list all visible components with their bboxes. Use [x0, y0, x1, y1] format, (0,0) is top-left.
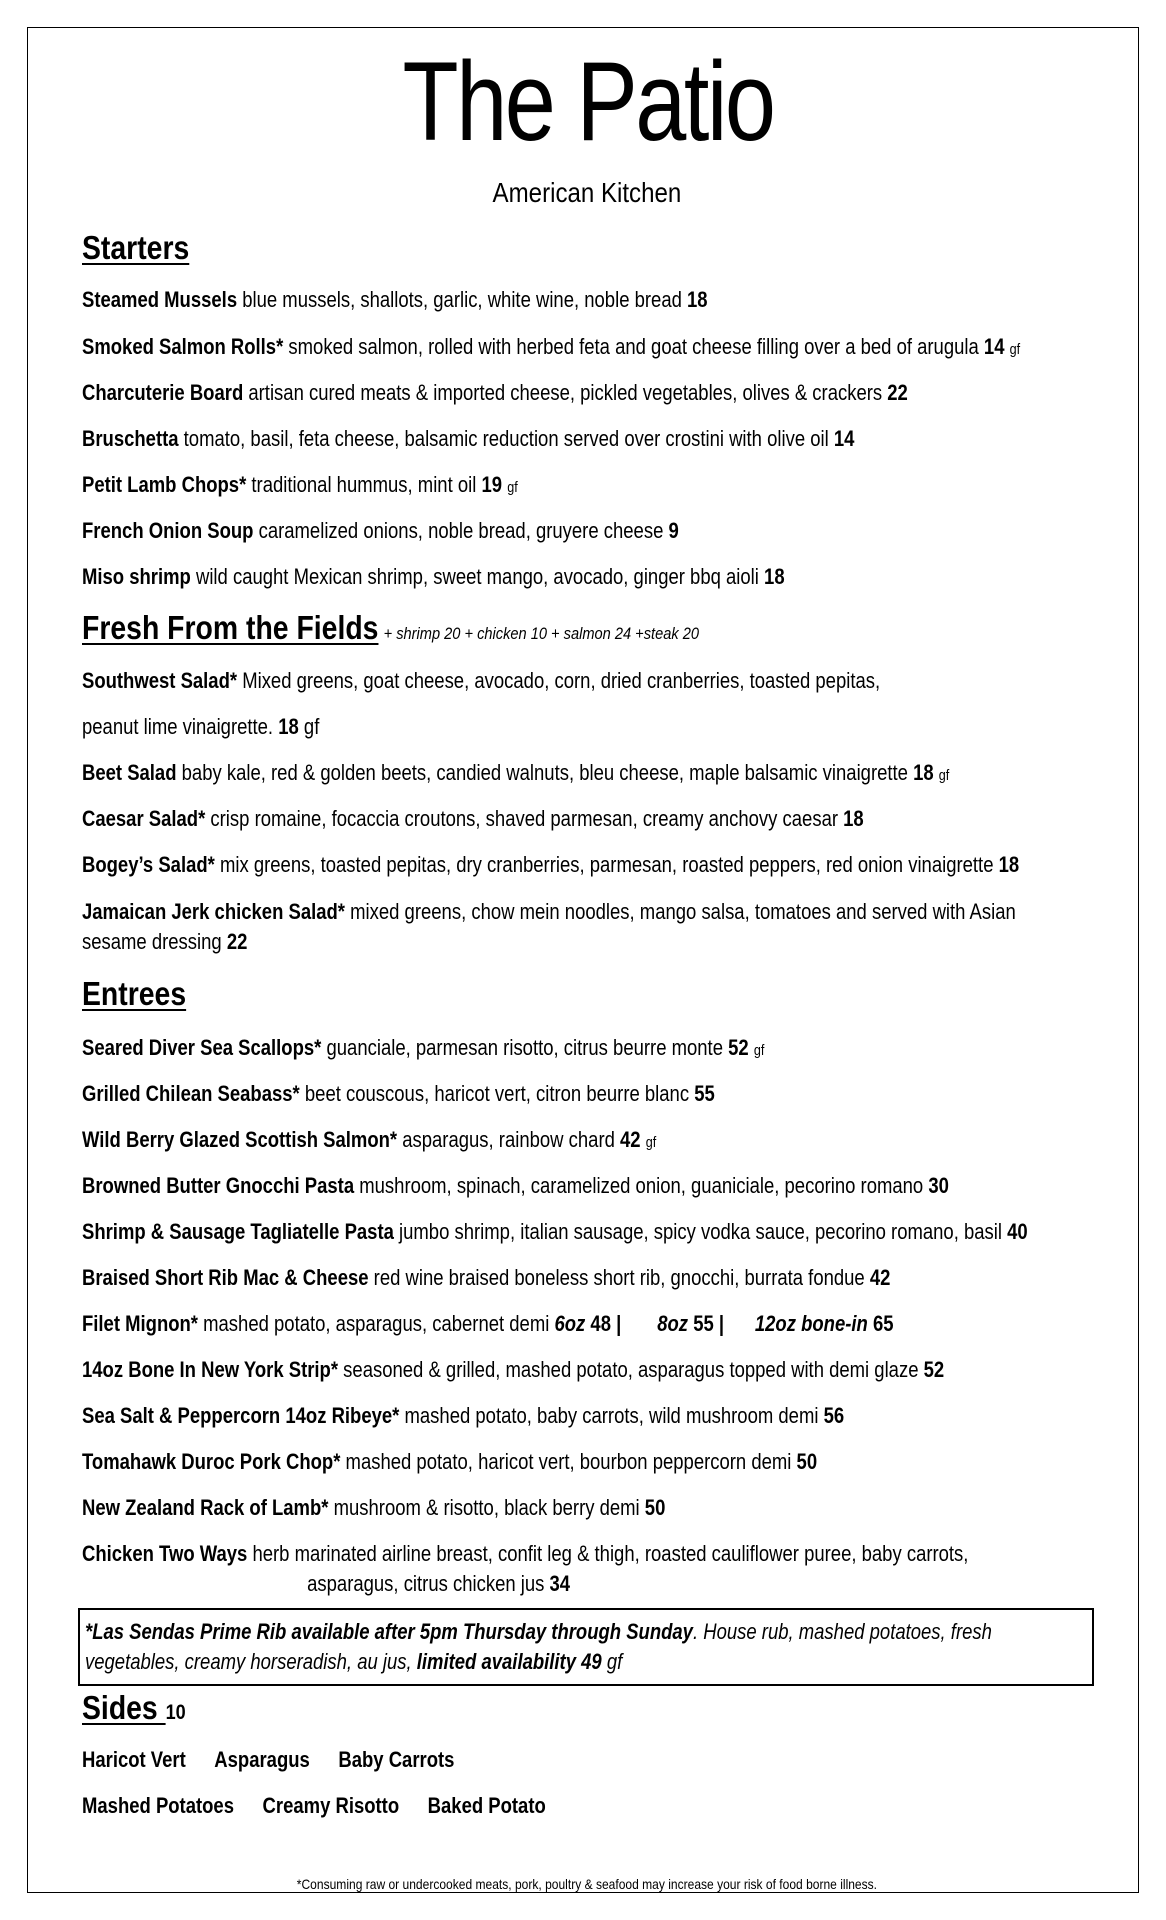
- menu-item: Steamed Mussels blue mussels, shallots, garlic, white wine, noble bread 18: [82, 287, 708, 312]
- menu-item: Grilled Chilean Seabass* beet couscous, haricot vert, citron beurre blanc 55: [82, 1081, 715, 1106]
- add-protein-note: + shrimp 20 + chicken 10 + salmon 24 +steak 20: [383, 624, 699, 643]
- menu-item: Beet Salad baby kale, red & golden beets, candied walnuts, bleu cheese, maple balsamic vinaigrette 18 gf: [82, 760, 950, 785]
- menu-item: New Zealand Rack of Lamb* mushroom & risotto, black berry demi 50: [82, 1495, 666, 1520]
- section-heading-entrees: Entrees: [82, 975, 187, 1012]
- section-heading-sides: Sides 10: [82, 1689, 186, 1726]
- menu-item-continued: asparagus, citrus chicken jus 34: [307, 1571, 571, 1596]
- restaurant-subtitle: American Kitchen: [492, 177, 682, 208]
- menu-item: 14oz Bone In New York Strip* seasoned & grilled, mashed potato, asparagus topped with demi glaze 52: [82, 1357, 945, 1382]
- menu-item: Jamaican Jerk chicken Salad* mixed greens, chow mein noodles, mango salsa, tomatoes and served with Asian: [82, 899, 1016, 924]
- menu-item: Southwest Salad* Mixed greens, goat cheese, avocado, corn, dried cranberries, toasted pepitas,: [82, 668, 881, 693]
- section-heading-starters: Starters: [82, 229, 190, 266]
- menu-item: Browned Butter Gnocchi Pasta mushroom, spinach, caramelized onion, guaniciale, pecorino romano 30: [82, 1173, 949, 1198]
- special-line-2: vegetables, creamy horseradish, au jus, limited availability 49 gf: [85, 1649, 623, 1674]
- menu-item: Miso shrimp wild caught Mexican shrimp, sweet mango, avocado, ginger bbq aioli 18: [82, 564, 785, 589]
- menu-item-filet: Filet Mignon* mashed potato, asparagus, cabernet demi 6oz 48 | 8oz 55 | 12oz bone-in 65: [82, 1311, 894, 1336]
- menu-item-continued: peanut lime vinaigrette. 18 gf: [82, 714, 320, 739]
- menu-item: Petit Lamb Chops* traditional hummus, mint oil 19 gf: [82, 472, 518, 497]
- menu-item: Caesar Salad* crisp romaine, focaccia croutons, shaved parmesan, creamy anchovy caesar 18: [82, 806, 864, 831]
- menu-item: Tomahawk Duroc Pork Chop* mashed potato, haricot vert, bourbon peppercorn demi 50: [82, 1449, 818, 1474]
- section-heading-fields: Fresh From the Fields + shrimp 20 + chicken 10 + salmon 24 +steak 20: [82, 609, 699, 646]
- menu-item: Wild Berry Glazed Scottish Salmon* asparagus, rainbow chard 42 gf: [82, 1127, 657, 1152]
- menu-item: Bogey’s Salad* mix greens, toasted pepitas, dry cranberries, parmesan, roasted peppers, red onion vinaigrette 18: [82, 852, 1020, 877]
- sides-row-2: Mashed Potatoes Creamy Risotto Baked Potato: [82, 1793, 546, 1818]
- menu-item-continued: sesame dressing 22: [82, 929, 248, 954]
- sides-row-1: Haricot Vert Asparagus Baby Carrots: [82, 1747, 455, 1772]
- menu-item: Smoked Salmon Rolls* smoked salmon, rolled with herbed feta and goat cheese filling over a bed of arugula 14 gf: [82, 334, 1021, 359]
- menu-item: Sea Salt & Peppercorn 14oz Ribeye* mashed potato, baby carrots, wild mushroom demi 56: [82, 1403, 845, 1428]
- food-safety-disclaimer: *Consuming raw or undercooked meats, pork, poultry & seafood may increase your risk of food borne illness.: [296, 1876, 878, 1892]
- menu-item: French Onion Soup caramelized onions, noble bread, gruyere cheese 9: [82, 518, 679, 543]
- prime-rib-special-box: [78, 1608, 1094, 1686]
- menu-item: Charcuterie Board artisan cured meats & imported cheese, pickled vegetables, olives & crackers 22: [82, 380, 908, 405]
- restaurant-title: The Patio: [402, 39, 774, 164]
- special-line-1: *Las Sendas Prime Rib available after 5pm Thursday through Sunday. House rub, mashed potatoes, fresh: [85, 1619, 992, 1644]
- menu-item: Seared Diver Sea Scallops* guanciale, parmesan risotto, citrus beurre monte 52 gf: [82, 1035, 765, 1060]
- menu-item: Bruschetta tomato, basil, feta cheese, balsamic reduction served over crostini with olive oil 14: [82, 426, 855, 451]
- menu-item: Shrimp & Sausage Tagliatelle Pasta jumbo shrimp, italian sausage, spicy vodka sauce, pecorino romano, basil 40: [82, 1219, 1028, 1244]
- menu-item: Braised Short Rib Mac & Cheese red wine braised boneless short rib, gnocchi, burrata fondue 42: [82, 1265, 891, 1290]
- menu-item: Chicken Two Ways herb marinated airline breast, confit leg & thigh, roasted cauliflower puree, baby carrots,: [82, 1541, 969, 1566]
